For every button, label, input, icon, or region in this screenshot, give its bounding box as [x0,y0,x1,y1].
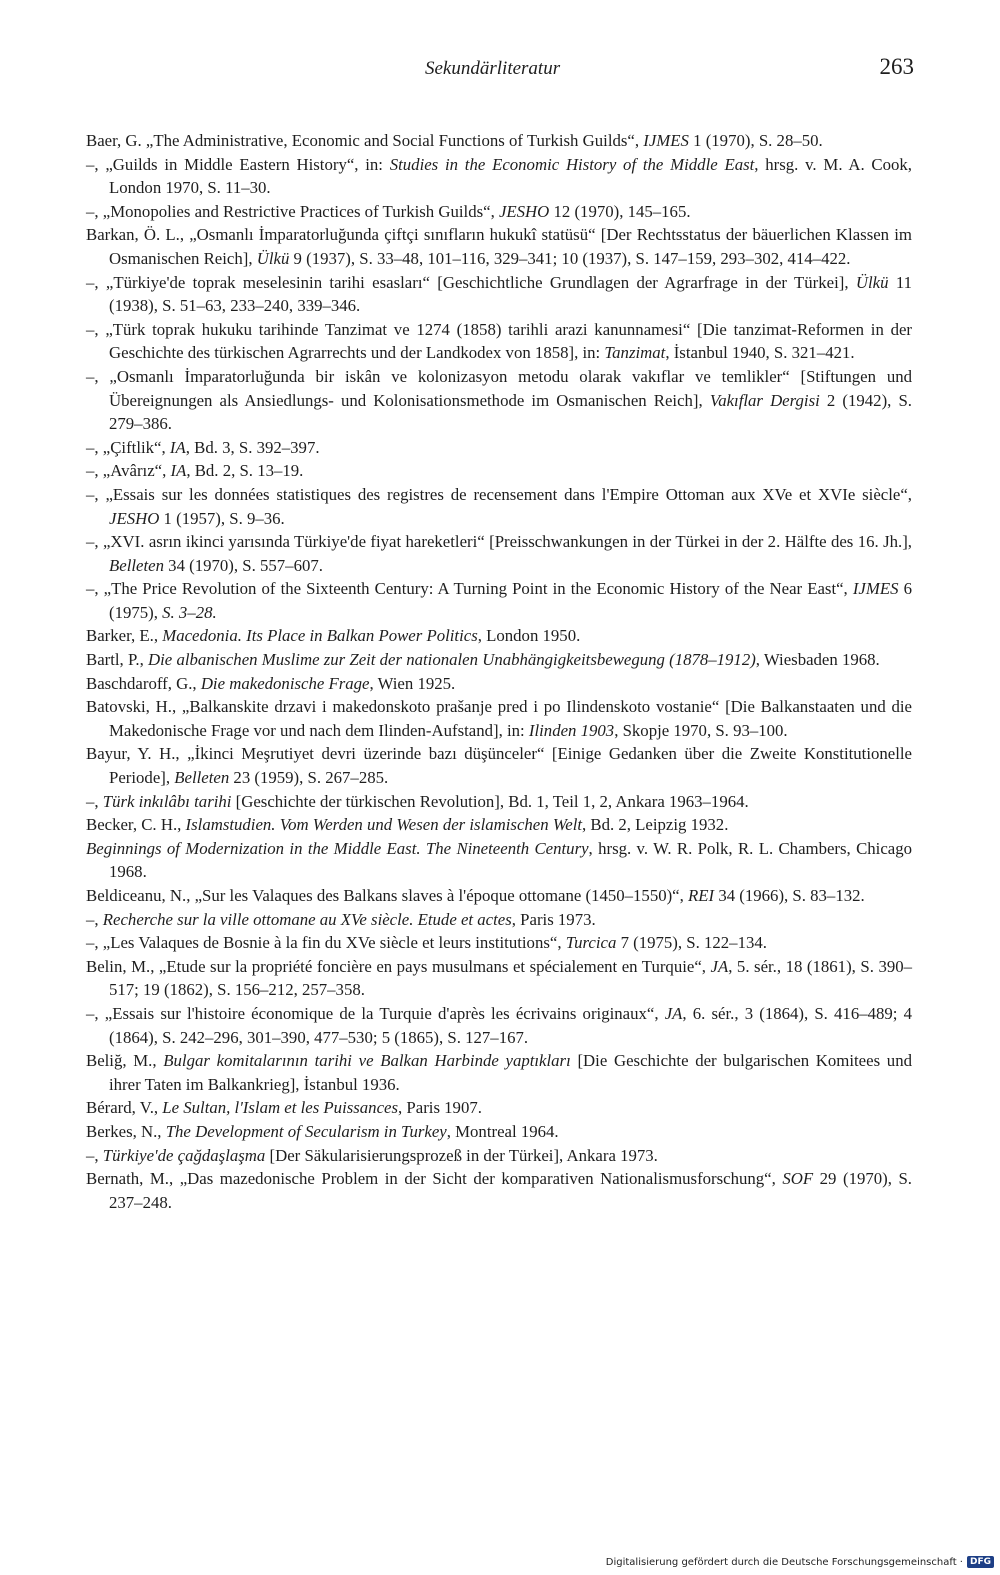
bibliography-entry: Beginnings of Modernization in the Middle East. The Nineteenth Century, hrsg. v. W. R. Polk, R. L. Chambers, Chicago 1968. [86,838,912,882]
bibliography-entry: –, „XVI. asrın ikinci yarısında Türkiye'de fiyat hareketleri“ [Preisschwankungen in der Türkei in der 2. Hälfte des 16. Jh.], Belleten 34 (1970), S. 557–607. [86,532,912,575]
bibliography-entry: Barker, E., Macedonia. Its Place in Balkan Power Politics, London 1950. [86,626,581,646]
bibliography-entry: Bérard, V., Le Sultan, l'Islam et les Puissances, Paris 1907. [86,1098,482,1118]
bibliography-entry: Batovski, H., „Balkanskite drzavi i makedonskoto prašanje pred i po Ilindenskoto vostanie“ [Die Balkanstaaten und die Makedonische Frage vor und nach dem Ilinden-Aufstand], in: Ilinden 1903, Skopje 1970, S. 93–100. [86,697,912,740]
bibliography-entry: –, „Essais sur l'histoire économique de la Turquie d'après les écrivains originaux“, JA, 6. sér., 3 (1864), S. 416–489; 4 (1864), S. 242–296, 301–390, 477–530; 5 (1865), S. 127–167. [86,1003,912,1047]
bibliography-entry: Bayur, Y. H., „İkinci Meşrutiyet devri üzerinde bazı düşünceler“ [Einige Gedanken über die Zweite Konstitutionelle Periode], Belleten 23 (1959), S. 267–285. [86,744,912,788]
bibliography-entry: –, „Essais sur les données statistiques des registres de recensement dans l'Empire Ottoman aux XVe et XVIe siècle“, JESHO 1 (1957), S. 9–36. [86,484,912,528]
bibliography-entry: Baschdaroff, G., Die makedonische Frage, Wien 1925. [86,673,456,693]
page-number: 263 [879,54,914,79]
bibliography-entry: Berkes, N., The Development of Secularism in Turkey, Montreal 1964. [86,1121,559,1141]
bibliography-entry: –, „Les Valaques de Bosnie à la fin du XVe siècle et leurs institutions“, Turcica 7 (1975), S. 122–134. [86,933,767,953]
bibliography-entry: Baer, G. „The Administrative, Economic and Social Functions of Turkish Guilds“, IJMES 1 (1970), S. 28–50. [86,131,823,150]
running-head: Sekundärliteratur [425,58,561,79]
bibliography-entry: Beliğ, M., Bulgar komitalarının tarihi ve Balkan Harbinde yaptıkları [Die Geschichte der bulgarischen Komitees und ihrer Taten im Balkankrieg], İstanbul 1936. [86,1051,912,1094]
bibliography-entry: –, „Avârız“, IA, Bd. 2, S. 13–19. [86,461,304,481]
funding-credit: Digitalisierung gefördert durch die Deutsche Forschungsgemeinschaft · [605,1556,963,1568]
bibliography-entry: Beldiceanu, N., „Sur les Valaques des Balkans slaves à l'époque ottomane (1450–1550)“, REI 34 (1966), S. 83–132. [86,886,865,905]
dfg-logo: DFG [967,1556,994,1568]
bibliography-entry: –, Türk inkılâbı tarihi [Geschichte der türkischen Revolution], Bd. 1, Teil 1, 2, Ankara 1963–1964. [86,791,749,811]
bibliography-entry: Barkan, Ö. L., „Osmanlı İmparatorluğunda çiftçi sınıfların hukukî statüsü“ [Der Rechtsstatus der bäuerlichen Klassen im Osmanischen Reich], Ülkü 9 (1937), S. 33–48, 101–116, 329–341; 10 (1937), S. 147–159, 293–302, 414–422. [86,225,912,268]
bibliography-entry: –, Türkiye'de çağdaşlaşma [Der Säkularisierungsprozeß in der Türkei], Ankara 1973. [86,1145,658,1165]
bibliography-entry: –, „Türkiye'de toprak meselesinin tarihi esasları“ [Geschichtliche Grundlagen der Agrarfrage in der Türkei], Ülkü 11 (1938), S. 51–63, 233–240, 339–346. [86,272,912,316]
bibliography-entry: –, Recherche sur la ville ottomane au XVe siècle. Etude et actes, Paris 1973. [86,909,596,929]
bibliography-entry: –, „Osmanlı İmparatorluğunda bir iskân ve kolonizasyon metodu olarak vakıflar ve temlikler“ [Stiftungen und Übereignungen als Ansiedlungs- und Kolonisationsmethode im Osmanischen Reich], Vakıflar Dergisi 2 (1942), S. 279–386. [86,366,912,434]
bibliography-entry: Belin, M., „Etude sur la propriété foncière en pays musulmans et spécialement en Turquie“, JA, 5. sér., 18 (1861), S. 390–517; 19 (1862), S. 156–212, 257–358. [86,956,913,1000]
bibliography-entry: –, „The Price Revolution of the Sixteenth Century: A Turning Point in the Economic History of the Near East“, IJMES 6 (1975), S. 3–28. [86,579,912,622]
bibliography-entry: Becker, C. H., Islamstudien. Vom Werden und Wesen der islamischen Welt, Bd. 2, Leipzig 1932. [86,815,729,835]
page-header [0,54,1000,84]
bibliography-list [86,129,912,1214]
bibliography-entry: –, „Monopolies and Restrictive Practices of Turkish Guilds“, JESHO 12 (1970), 145–165. [86,201,691,221]
bibliography-entry: –, „Guilds in Middle Eastern History“, in: Studies in the Economic History of the Middle East, hrsg. v. M. A. Cook, London 1970, S. 11–30. [86,154,912,198]
bibliography-entry: –, „Türk toprak hukuku tarihinde Tanzimat ve 1274 (1858) tarihli arazi kanunnamesi“ [Die tanzimat-Reformen in der Geschichte des türkischen Agrarrechts und der Landkodex von 1858], in: Tanzimat, İstanbul 1940, S. 321–421. [86,319,912,363]
bibliography-entry: –, „Çiftlik“, IA, Bd. 3, S. 392–397. [86,437,320,457]
bibliography-entry: Bartl, P., Die albanischen Muslime zur Zeit der nationalen Unabhängigkeitsbewegung (1878–1912), Wiesbaden 1968. [86,650,880,670]
digitization-footer [606,1556,994,1568]
bibliography-entry: Bernath, M., „Das mazedonische Problem in der Sicht der komparativen Nationalismusforschung“, SOF 29 (1970), S. 237–248. [86,1169,912,1212]
